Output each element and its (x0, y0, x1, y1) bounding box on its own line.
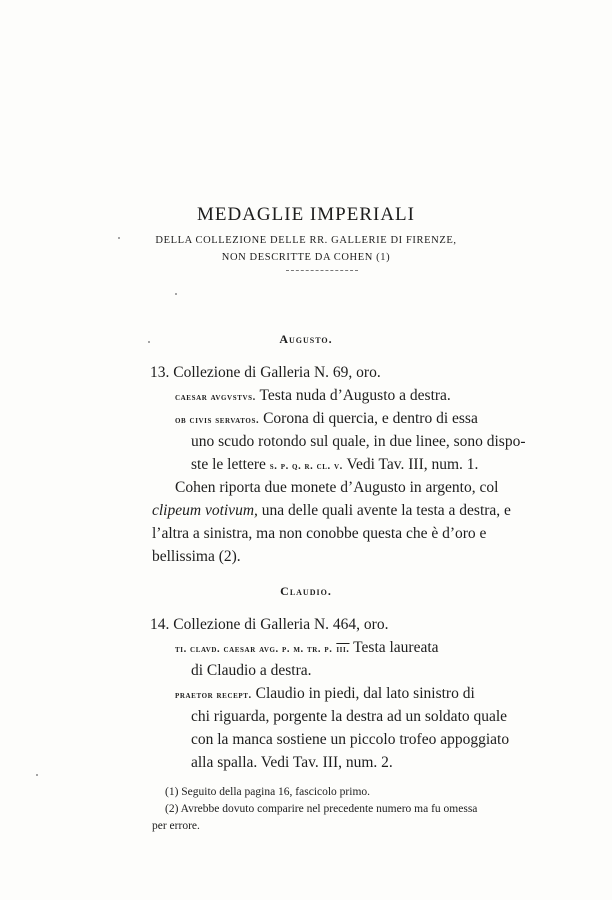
obverse-line (175, 639, 439, 657)
legend-numeral: iii. (336, 644, 350, 655)
note-text: una delle quali avente la testa a destra, e (261, 502, 511, 519)
page-title: MEDAGLIE IMPERIALI (196, 204, 415, 225)
obverse-line (175, 387, 451, 405)
title-divider (286, 270, 358, 271)
entry-text: Collezione di Galleria N. 69, oro. (173, 364, 381, 381)
description-text: Testa nuda d’Augusto a destra. (259, 387, 451, 404)
legend-text: ti. clavd. caesar avg. p. m. tr. p. (175, 644, 333, 655)
legend-text: caesar avgvstvs. (175, 392, 256, 403)
description-text: Corona di quercia, e dentro di essa (263, 410, 478, 427)
entry-13 (150, 364, 381, 382)
entry-text: Collezione di Galleria N. 464, oro. (173, 616, 389, 633)
reverse-line-1 (175, 685, 475, 703)
legend-text: praetor recept. (175, 690, 252, 701)
reverse-line-4: alla spalla. Vedi Tav. III, num. 2. (191, 754, 393, 771)
entry-number: 14. (150, 616, 170, 633)
italic-text: clipeum votivum, (152, 502, 258, 519)
page-speck (175, 293, 177, 295)
obverse-line-2: di Claudio a destra. (191, 662, 312, 679)
note-line-4: bellissima (2). (152, 548, 241, 565)
reverse-line-3 (191, 456, 478, 474)
reverse-line-2: chi riguarda, porgente la destra ad un soldato quale (191, 708, 508, 725)
reverse-line-3: con la manca sostiene un piccolo trofeo appoggiato (191, 731, 510, 748)
footnote-2: (2) Avrebbe dovuto comparire nel precedente numero ma fu omessa (165, 803, 478, 815)
reverse-line-1 (175, 410, 478, 428)
page-subtitle-line2: NON DESCRITTE DA COHEN (1) (221, 252, 391, 263)
footnote-1: (1) Seguito della pagina 16, fascicolo primo. (165, 786, 371, 798)
page-subtitle-line1: DELLA COLLEZIONE DELLE RR. GALLERIE DI FIRENZE, (155, 235, 457, 246)
description-text: Claudio in piedi, dal lato sinistro di (255, 685, 475, 702)
footnote-2-continued: per errore. (152, 820, 200, 832)
description-text: Testa laureata (353, 639, 439, 656)
section-title-claudio: Claudio. (280, 584, 332, 598)
legend-text: ob civis servatos. (175, 415, 260, 426)
note-line-3: l’altra a sinistra, ma non conobbe questa che è d’oro e (152, 525, 487, 542)
description-text: ste le lettere (191, 456, 266, 473)
legend-text: s. p. q. r. cl. v. (269, 461, 343, 472)
entry-14 (150, 616, 388, 634)
reverse-line-2: uno scudo rotondo sul quale, in due linee, sono dispo- (191, 433, 526, 450)
note-line-1: Cohen riporta due monete d’Augusto in argento, col (175, 479, 499, 496)
description-text: Vedi Tav. III, num. 1. (346, 456, 479, 473)
entry-number: 13. (150, 364, 170, 381)
note-line-2 (152, 502, 511, 520)
page-speck (36, 774, 38, 776)
section-title-augusto: Augusto. (279, 332, 333, 346)
